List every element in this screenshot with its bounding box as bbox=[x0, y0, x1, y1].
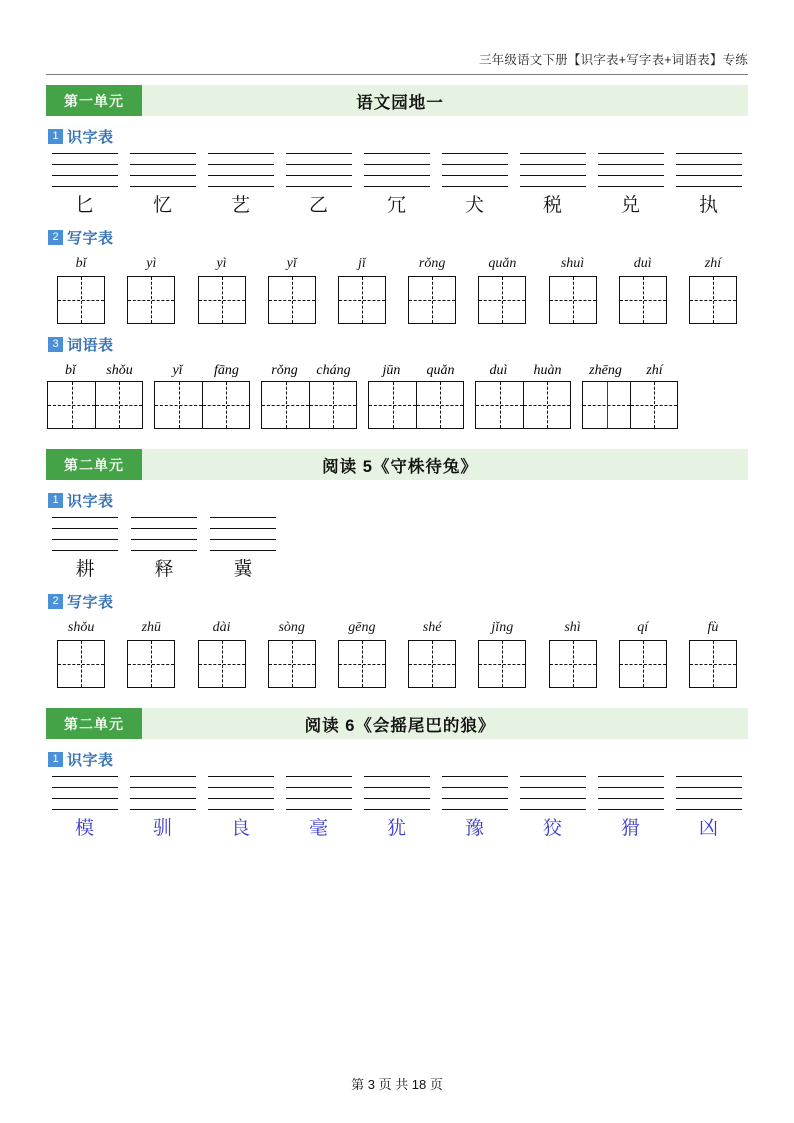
four-line-grid[interactable] bbox=[52, 517, 118, 551]
shizi-cell[interactable] bbox=[280, 776, 357, 840]
xiezi-row-2 bbox=[46, 618, 748, 688]
pinyin-label: yì bbox=[146, 256, 157, 271]
shizi-cell[interactable] bbox=[592, 776, 669, 840]
tianzige-box[interactable] bbox=[582, 381, 630, 429]
pinyin-label: rǒng bbox=[418, 256, 446, 271]
hanzi-char: 猾 bbox=[620, 817, 640, 839]
unit-tag-1: 第一单元 bbox=[46, 85, 142, 116]
four-line-grid[interactable] bbox=[442, 153, 508, 187]
four-line-grid[interactable] bbox=[520, 153, 586, 187]
section-number: 1 bbox=[48, 752, 63, 767]
pinyin-label: dài bbox=[212, 620, 231, 635]
tianzige-box[interactable] bbox=[408, 276, 456, 324]
ciyu-word[interactable] bbox=[260, 361, 358, 429]
section-number: 3 bbox=[48, 337, 63, 352]
section-label: 写字表 bbox=[67, 230, 114, 247]
pinyin-label: fù bbox=[707, 620, 719, 635]
xiezi-row-1 bbox=[46, 254, 748, 324]
xiezi-cell[interactable] bbox=[467, 254, 537, 324]
shizi-row-1 bbox=[46, 153, 748, 217]
tianzige-box[interactable] bbox=[549, 640, 597, 688]
pinyin-label: huàn bbox=[533, 363, 562, 378]
shizi-cell[interactable] bbox=[202, 776, 279, 840]
section-label: 识字表 bbox=[67, 129, 114, 146]
four-line-grid[interactable] bbox=[130, 776, 196, 810]
hanzi-char: 凶 bbox=[698, 817, 718, 839]
four-line-grid[interactable] bbox=[130, 153, 196, 187]
section-heading-shizi-3 bbox=[48, 749, 748, 770]
xiezi-cell[interactable] bbox=[678, 254, 748, 324]
xiezi-cell[interactable] bbox=[537, 618, 607, 688]
tianzige-box[interactable] bbox=[127, 276, 175, 324]
pinyin-label: shǒu bbox=[67, 620, 95, 635]
shizi-cell[interactable] bbox=[46, 776, 123, 840]
unit-title-2: 阅读 5《守株待兔》 bbox=[322, 457, 478, 476]
tianzige-box[interactable] bbox=[630, 381, 678, 429]
four-line-grid[interactable] bbox=[442, 776, 508, 810]
document-header bbox=[46, 0, 748, 74]
unit-title-1: 语文园地一 bbox=[356, 93, 444, 112]
hanzi-char: 犬 bbox=[464, 194, 484, 216]
shizi-cell[interactable] bbox=[514, 153, 591, 217]
four-line-grid[interactable] bbox=[131, 517, 197, 551]
unit-tag-3: 第二单元 bbox=[46, 708, 142, 739]
xiezi-cell[interactable] bbox=[327, 618, 397, 688]
hanzi-char: 艺 bbox=[230, 194, 250, 216]
pinyin-label: cháng bbox=[316, 363, 351, 378]
xiezi-cell[interactable] bbox=[186, 618, 256, 688]
hanzi-char: 毫 bbox=[308, 817, 328, 839]
hanzi-char: 匕 bbox=[74, 194, 94, 216]
pinyin-label: gēng bbox=[348, 620, 376, 635]
pinyin-label: quǎn bbox=[488, 256, 517, 271]
section-number: 2 bbox=[48, 594, 63, 609]
shizi-cell[interactable] bbox=[46, 153, 123, 217]
xiezi-cell[interactable] bbox=[467, 618, 537, 688]
pinyin-label: bǐ bbox=[65, 363, 76, 378]
tianzige-box[interactable] bbox=[619, 640, 667, 688]
header-divider bbox=[46, 74, 748, 75]
shizi-cell[interactable] bbox=[670, 153, 747, 217]
xiezi-cell[interactable] bbox=[327, 254, 397, 324]
hanzi-char: 冗 bbox=[386, 194, 406, 216]
tianzige-box[interactable] bbox=[47, 381, 95, 429]
pinyin-label: zhū bbox=[141, 620, 162, 635]
pinyin-label: jǐ bbox=[358, 256, 366, 271]
hanzi-char: 犹 bbox=[386, 817, 406, 839]
tianzige-box[interactable] bbox=[368, 381, 416, 429]
ciyu-word[interactable] bbox=[581, 361, 679, 429]
shizi-cell[interactable] bbox=[514, 776, 591, 840]
xiezi-cell[interactable] bbox=[608, 618, 678, 688]
unit-band-2 bbox=[46, 449, 748, 480]
xiezi-cell[interactable] bbox=[397, 254, 467, 324]
hanzi-char: 狡 bbox=[542, 817, 562, 839]
shizi-cell[interactable] bbox=[358, 776, 435, 840]
pinyin-label: shǒu bbox=[106, 363, 133, 378]
four-line-grid[interactable] bbox=[598, 776, 664, 810]
hanzi-char: 冀 bbox=[233, 558, 253, 580]
tianzige-box[interactable] bbox=[475, 381, 523, 429]
unit-tag-2: 第二单元 bbox=[46, 449, 142, 480]
pinyin-label: qí bbox=[637, 620, 649, 635]
tianzige-box[interactable] bbox=[338, 276, 386, 324]
tianzige-box[interactable] bbox=[127, 640, 175, 688]
pinyin-label: rǒng bbox=[271, 363, 298, 378]
tianzige-box[interactable] bbox=[198, 276, 246, 324]
hanzi-char: 驯 bbox=[152, 817, 172, 839]
xiezi-cell[interactable] bbox=[186, 254, 256, 324]
ciyu-word[interactable] bbox=[474, 361, 572, 429]
section-heading-ciyu-1 bbox=[48, 334, 748, 355]
xiezi-cell[interactable] bbox=[257, 254, 327, 324]
shizi-cell[interactable] bbox=[124, 776, 201, 840]
ciyu-row-1 bbox=[46, 361, 748, 429]
tianzige-box[interactable] bbox=[416, 381, 464, 429]
hanzi-char: 执 bbox=[698, 194, 718, 216]
pinyin-label: shuì bbox=[560, 256, 585, 271]
tianzige-box[interactable] bbox=[338, 640, 386, 688]
shizi-cell[interactable] bbox=[280, 153, 357, 217]
section-heading-shizi-1 bbox=[48, 126, 748, 147]
four-line-grid[interactable] bbox=[364, 153, 430, 187]
shizi-cell[interactable] bbox=[204, 517, 282, 581]
xiezi-cell[interactable] bbox=[116, 618, 186, 688]
hanzi-char: 耕 bbox=[75, 558, 95, 580]
xiezi-cell[interactable] bbox=[397, 618, 467, 688]
four-line-grid[interactable] bbox=[598, 153, 664, 187]
pinyin-label: zhēng bbox=[589, 363, 622, 378]
tianzige-box[interactable] bbox=[57, 276, 105, 324]
section-label: 写字表 bbox=[67, 594, 114, 611]
unit-band-1 bbox=[46, 85, 748, 116]
four-line-grid[interactable] bbox=[520, 776, 586, 810]
four-line-grid[interactable] bbox=[676, 776, 742, 810]
shizi-cell[interactable] bbox=[202, 153, 279, 217]
tianzige-box[interactable] bbox=[154, 381, 202, 429]
four-line-grid[interactable] bbox=[208, 776, 274, 810]
page-footer bbox=[0, 1074, 794, 1093]
pinyin-label: duì bbox=[633, 256, 652, 271]
tianzige-box[interactable] bbox=[261, 381, 309, 429]
tianzige-box[interactable] bbox=[689, 276, 737, 324]
pinyin-label: sòng bbox=[278, 620, 305, 635]
xiezi-cell[interactable] bbox=[46, 618, 116, 688]
tianzige-box[interactable] bbox=[619, 276, 667, 324]
four-line-grid[interactable] bbox=[286, 153, 352, 187]
xiezi-cell[interactable] bbox=[46, 254, 116, 324]
unit-title-3: 阅读 6《会摇尾巴的狼》 bbox=[304, 716, 496, 735]
four-line-grid[interactable] bbox=[208, 153, 274, 187]
section-heading-shizi-2 bbox=[48, 490, 748, 511]
section-number: 2 bbox=[48, 230, 63, 245]
tianzige-box[interactable] bbox=[95, 381, 143, 429]
hanzi-char: 忆 bbox=[152, 194, 172, 216]
document-header-text: 三年级语文下册【识字表+写字表+词语表】专练 bbox=[478, 53, 748, 67]
xiezi-cell[interactable] bbox=[678, 618, 748, 688]
tianzige-box[interactable] bbox=[57, 640, 105, 688]
pinyin-label: yǐ bbox=[172, 363, 183, 378]
xiezi-cell[interactable] bbox=[537, 254, 607, 324]
page-number-text: 第 3 页 共 18 页 bbox=[351, 1077, 443, 1092]
shizi-row-2 bbox=[46, 517, 748, 581]
shizi-cell[interactable] bbox=[358, 153, 435, 217]
xiezi-cell[interactable] bbox=[257, 618, 327, 688]
shizi-cell[interactable] bbox=[670, 776, 747, 840]
unit-band-3 bbox=[46, 708, 748, 739]
pinyin-label: yǐ bbox=[286, 256, 297, 271]
tianzige-box[interactable] bbox=[268, 640, 316, 688]
ciyu-word[interactable] bbox=[153, 361, 251, 429]
tianzige-box[interactable] bbox=[202, 381, 250, 429]
tianzige-box[interactable] bbox=[268, 276, 316, 324]
section-heading-xiezi-1 bbox=[48, 227, 748, 248]
section-number: 1 bbox=[48, 129, 63, 144]
four-line-grid[interactable] bbox=[364, 776, 430, 810]
hanzi-char: 税 bbox=[542, 194, 562, 216]
tianzige-box[interactable] bbox=[689, 640, 737, 688]
hanzi-char: 兑 bbox=[620, 194, 640, 216]
tianzige-box[interactable] bbox=[478, 640, 526, 688]
pinyin-label: zhí bbox=[646, 363, 663, 378]
section-label: 识字表 bbox=[67, 493, 114, 510]
pinyin-label: yì bbox=[216, 256, 227, 271]
shizi-cell[interactable] bbox=[124, 153, 201, 217]
xiezi-cell[interactable] bbox=[116, 254, 186, 324]
section-number: 1 bbox=[48, 493, 63, 508]
hanzi-char: 模 bbox=[74, 817, 94, 839]
shizi-cell[interactable] bbox=[436, 153, 513, 217]
tianzige-box[interactable] bbox=[478, 276, 526, 324]
pinyin-label: jǐng bbox=[491, 620, 514, 635]
pinyin-label: duì bbox=[489, 363, 508, 378]
shizi-row-3 bbox=[46, 776, 748, 840]
pinyin-label: jūn bbox=[382, 363, 401, 378]
four-line-grid[interactable] bbox=[210, 517, 276, 551]
pinyin-label: shì bbox=[564, 620, 581, 635]
section-label: 词语表 bbox=[67, 337, 114, 354]
four-line-grid[interactable] bbox=[676, 153, 742, 187]
section-heading-xiezi-2 bbox=[48, 591, 748, 612]
four-line-grid[interactable] bbox=[52, 776, 118, 810]
pinyin-label: quǎn bbox=[426, 363, 455, 378]
four-line-grid[interactable] bbox=[286, 776, 352, 810]
hanzi-char: 良 bbox=[230, 817, 250, 839]
shizi-cell[interactable] bbox=[592, 153, 669, 217]
section-label: 识字表 bbox=[67, 752, 114, 769]
four-line-grid[interactable] bbox=[52, 153, 118, 187]
ciyu-word[interactable] bbox=[367, 361, 465, 429]
pinyin-label: zhí bbox=[704, 256, 722, 271]
hanzi-char: 乙 bbox=[308, 194, 328, 216]
pinyin-label: bǐ bbox=[75, 256, 87, 271]
tianzige-box[interactable] bbox=[198, 640, 246, 688]
xiezi-cell[interactable] bbox=[608, 254, 678, 324]
pinyin-label: fāng bbox=[214, 363, 239, 378]
hanzi-char: 释 bbox=[154, 558, 174, 580]
shizi-cell[interactable] bbox=[436, 776, 513, 840]
ciyu-word[interactable] bbox=[46, 361, 144, 429]
hanzi-char: 豫 bbox=[464, 817, 484, 839]
tianzige-box[interactable] bbox=[309, 381, 357, 429]
pinyin-label: shé bbox=[422, 620, 442, 635]
tianzige-box[interactable] bbox=[408, 640, 456, 688]
shizi-cell[interactable] bbox=[125, 517, 203, 581]
tianzige-box[interactable] bbox=[549, 276, 597, 324]
shizi-cell[interactable] bbox=[46, 517, 124, 581]
tianzige-box[interactable] bbox=[523, 381, 571, 429]
